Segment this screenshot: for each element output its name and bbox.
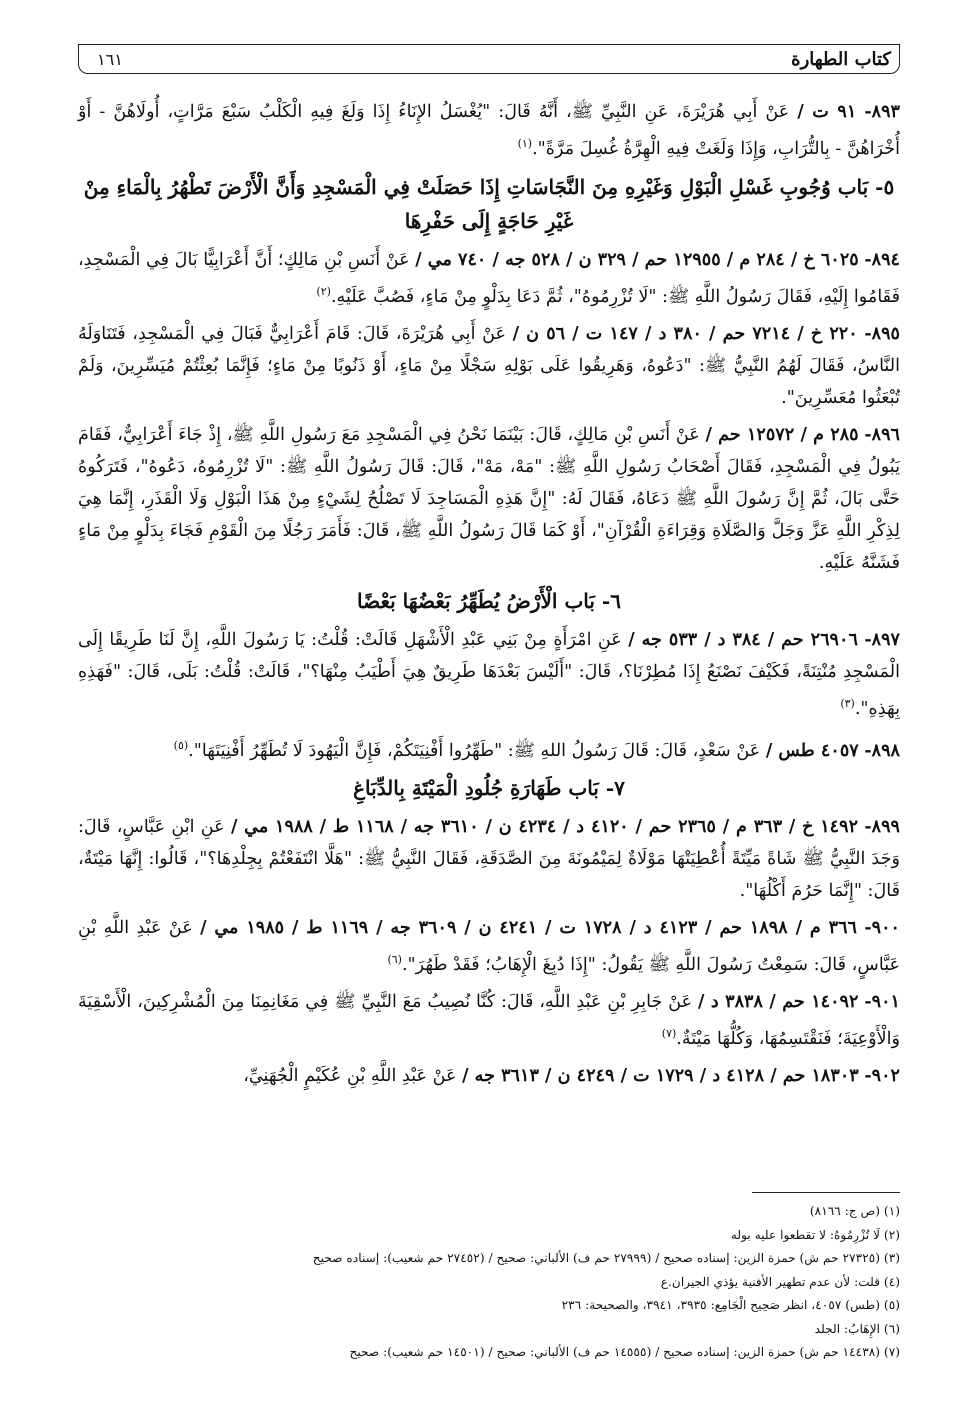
footnote: (٥) (طس) ٤٠٥٧، انظر صَحِيح الْجَامِع: ٣٩٣٥، ٣٩٤١، والصحيحة: ٢٣٦ [561,1298,900,1312]
hadith-text: عَنْ عَبْدِ اللَّهِ بْنِ عُكَيْمٍ الْجُهَنِيِّ، [243,1066,457,1087]
hadith-text: عَنِ امْرَأَةٍ مِنْ بَنِي عَبْدِ الْأَشْهَلِ قَالَتْ: قُلْتُ: يَا رَسُولَ اللَّهِ، إِنَّ لَنَا طَرِيقًا إِلَى الْمَسْجِدِ مُنْتِنَةً، فَكَيْفَ نَصْنَعُ إِذَا مُطِرْنَا؟، قَالَ: "أَلَيْسَ بَعْدَهَا طَرِيقٌ هِيَ أَطْيَبُ مِنْهَا؟"، قَالَتْ: قُلْتُ: بَلَى، قَالَ: "فَهَذِهِ بِهَذِهِ". [78,629,900,719]
footnote-marker: (٢) [316,284,331,298]
hadith-number: ٩٠٠- [864,917,901,939]
footnotes [200,1200,900,1365]
page [78,44,900,1097]
hadith-sources: ٩١ ت / [797,101,857,122]
footnote-marker: (١) [517,137,533,150]
footnote-marker: (٧) [661,1027,677,1041]
hadith-number: ٨٩٩- [864,816,900,838]
hadith-text: عَنْ أَنَسِ بْنِ مَالِكٍ، قَالَ: بَيْنَمَا نَحْنُ فِي الْمَسْجِدِ مَعَ رَسُولِ اللَّهِ ﷺ، إِذْ جَاءَ أَعْرَابِيٌّ، فَقَامَ يَبُولُ فِي الْمَسْجِدِ، فَقَالَ أَصْحَابُ رَسُولِ اللَّهِ ﷺ: "مَهْ، مَهْ"، قَالَ: قَالَ رَسُولُ اللَّهِ ﷺ: "لَا تُزْرِمُوهُ، دَعُوهُ"، فَتَرَكُوهُ حَتَّى بَالَ، ثُمَّ إِنَّ رَسُولَ اللَّهِ ﷺ دَعَاهُ، فَقَالَ لَهُ: "إِنَّ هَذِهِ الْمَسَاجِدَ لَا تَصْلُحُ لِشَيْءٍ مِنْ هَذَا الْبَوْلِ وَلَا الْقَذَرِ، إِنَّمَا هِيَ لِذِكْرِ اللَّهِ عَزَّ وَجَلَّ وَالصَّلَاةِ وَقِرَاءَةِ الْقُرْآنِ"، أَوْ كَمَا قَالَ رَسُولُ اللَّهِ ﷺ، قَالَ: فَأَمَرَ رَجُلًا مِنَ الْقَوْمِ فَجَاءَ بِدَلْوٍ مِنْ مَاءٍ فَشَنَّهُ عَلَيْهِ. [78,424,900,573]
hadith-text: عَنْ أَبِي هُرَيْرَةَ، قَالَ: قَامَ أَعْرَابِيٌّ فَبَالَ فِي الْمَسْجِدِ، فَتَنَاوَلَهُ النَّاسُ، فَقَالَ لَهُمُ النَّبِيُّ ﷺ: "دَعُوهُ، وَهَرِيقُوا عَلَى بَوْلِهِ سَجْلًا مِنْ مَاءٍ، أَوْ ذَنُوبًا مِنْ مَاءٍ؛ فَإِنَّمَا بُعِثْتُمْ مُيَسِّرِينَ، وَلَمْ تُبْعَثُوا مُعَسِّرِينَ". [78,323,900,408]
hadith-number: ٨٩٧- [864,628,901,650]
hadith-number: ٩٠٢- [864,1065,900,1087]
footnote-marker: (٦) [387,953,402,967]
hadith-sources: ٢٦٩٠٦ حم / ٣٨٤ د / ٥٣٣ جه / [628,628,858,650]
hadith-sources: ١٨٣٠٣ حم / ٤١٢٨ د / ١٧٢٩ ت / ٤٢٤٩ ن / ٣٦١٣ جه / [462,1065,859,1087]
hadith-sources: ١٤٠٩٢ حم / ٣٨٣٨ د / [698,991,859,1013]
footnote-separator [752,1192,900,1193]
hadith-number: ٨٩٨- [864,739,900,761]
hadith-entry [78,96,900,165]
hadith-text: عَنْ عَبْدِ اللَّهِ بْنِ عَبَّاسٍ، قَالَ: سَمِعْتُ رَسُولَ اللَّهِ ﷺ يَقُولُ: "إِذَا دُبِغَ الْإِهَابُ؛ فَقَدْ طَهُرَ". [78,918,900,976]
hadith-number: ٨٩٤- [864,248,901,270]
footnote: (٢) لَا تُزْرِمُوهُ: لا تقطعوا عليه بوله [730,1227,900,1242]
hadith-text: عَنْ أَنَسِ بْنِ مَالِكٍ؛ أَنَّ أَعْرَابِيًّا بَالَ فِي الْمَسْجِدِ، فَقَامُوا إِلَيْهِ، فَقَالَ رَسُولُ اللَّهِ ﷺ: "لَا تُزْرِمُوهُ"، ثُمَّ دَعَا بِدَلْوٍ مِنْ مَاءٍ، فَصُبَّ عَلَيْهِ. [78,249,900,307]
hadith-text: عَنْ أَبِي هُرَيْرَةَ، عَنِ النَّبِيِّ ﷺ، أَنَّهُ قَالَ: "يُغْسَلُ الإِنَاءُ إِذَا وَلَغَ فِيهِ الْكَلْبُ سَبْعَ مَرَّاتٍ، أُولَاهُنَّ - أَوْ أُخْرَاهُنَّ - بِالتُّرَابِ، وَإِذَا وَلَغَتْ فِيهِ الْهِرَّةُ غُسِلَ مَرَّةً". [78,102,900,159]
hadith-entry [78,986,900,1055]
hadith-text: عَنْ جَابِرِ بْنِ عَبْدِ اللَّهِ، قَالَ: كُنَّا نُصِيبُ مَعَ النَّبِيِّ ﷺ فِي مَغَانِمِنَا مِنَ الْمُشْرِكِينَ، الْأَسْقِيَةَ وَالْأَوْعِيَةَ؛ فَنَقْتَسِمُهَا، وَكُلُّهَا مَيْتَةٌ. [78,992,900,1050]
hadith-entry [78,1060,900,1092]
page-header [78,44,900,74]
hadith-number: ٩٠١- [864,991,901,1013]
footnote: (٤) قلت: لأن عدم تطهير الأفنية يؤذي الجيران.ع [660,1274,900,1289]
hadith-sources: ٤٠٥٧ طس / [765,739,859,761]
footnote: (١) (ص ج: ٨١٦٦) [809,1204,900,1218]
hadith-text: عَنْ سَعْدٍ، قَالَ: قَالَ رَسُولُ اللهِ ﷺ: "طَهِّرُوا أَفْنِيَتَكُمْ، فَإِنَّ الْيَهُودَ لَا تُطَهِّرُ أَفْنِيَتَهَا". [188,740,761,761]
chapter-heading: ٧- بَاب طَهَارَةِ جُلُودِ الْمَيْتَةِ بِالدِّبَاغِ [353,776,625,801]
page-body [78,96,900,1092]
footnote-marker: (٣) [840,696,855,710]
hadith-entry [78,244,900,313]
hadith-entry [78,912,900,981]
hadith-number: ٨٩٥- [864,322,900,344]
hadith-sources: ٢٢٠ خ / ٧٢١٤ حم / ٣٨٠ د / ١٤٧ ت / ٥٦ ن / [512,322,858,344]
hadith-number: ٨٩٦- [864,423,901,445]
hadith-number: ٨٩٣- [864,101,901,122]
footnote: (٧) (١٤٤٣٨ حم ش) حمزة الزين: إسناده صحيح / (١٤٥٥٥ حم ف) الألباني: صحيح / (١٤٥٠١ حم شعيب): صحيح [349,1345,900,1359]
footnote: (٣) (٢٧٣٢٥ حم ش) حمزة الزين: إسناده صحيح / (٢٧٩٩٩ حم ف) الألباني: صحيح / (٢٧٤٥٢ حم شعيب): إسناده صحيح [312,1251,900,1265]
hadith-entry [78,318,900,414]
hadith-entry [78,419,900,579]
chapter-heading: ٦- بَاب الْأَرْضُ يُطَهِّرُ بَعْضُهَا بَعْضًا [357,588,621,613]
hadith-sources: ٢٨٥ م / ١٢٥٧٢ حم / [705,423,859,445]
page-number: ١٦١ [97,49,123,69]
hadith-entry [78,624,900,725]
hadith-sources: ١٤٩٢ خ / ٣٦٣ م / ٢٣٦٥ حم / ٤١٢٠ د / ٤٢٣٤ ن / ٣٦١٠ جه / ١١٦٨ ط / ١٩٨٨ مي / [230,816,859,838]
hadith-sources: ٣٦٦ م / ١٨٩٨ حم / ٤١٢٣ د / ١٧٢٨ ت / ٤٢٤١ ن / ٣٦٠٩ جه / ١١٦٩ ط / ١٩٨٥ مي / [200,917,857,939]
hadith-entry [78,811,900,907]
footnote-marker: (٥) [173,738,189,752]
hadith-text: عَنِ ابْنِ عَبَّاسٍ، قَالَ: وَجَدَ النَّبِيُّ ﷺ شَاةً مَيِّتَةً أُعْطِيَتْهَا مَوْلَاةٌ لِمَيْمُونَةَ مِنَ الصَّدَقَةِ، فَقَالَ النَّبِيُّ ﷺ: "هَلَّا انْتَفَعْتُمْ بِجِلْدِهَا؟"، قَالُوا: إِنَّهَا مَيْتَةٌ، قَالَ: "إِنَّمَا حَرُمَ أَكْلُهَا". [78,817,900,902]
chapter-heading: ٥- بَاب وُجُوبِ غَسْلِ الْبَوْلِ وَغَيْرِهِ مِنَ النَّجَاسَاتِ إِذَا حَصَلَتْ فِي الْمَسْجِدِ وَأَنَّ الْأَرْضَ تَطْهُرُ بِالْمَاءِ مِنْ غَيْرِ حَاجَةٍ إِلَى حَفْرِهَا [83,174,895,233]
hadith-entry [78,730,900,767]
hadith-sources: ٦٠٢٥ خ / ٢٨٤ م / ١٢٩٥٥ حم / ٣٢٩ ن / ٥٢٨ جه / ٧٤٠ مي / [415,248,859,270]
footnote: (٦) الإِهَابُ: الجلد [814,1321,900,1336]
book-title: كتاب الطهارة [791,48,891,70]
